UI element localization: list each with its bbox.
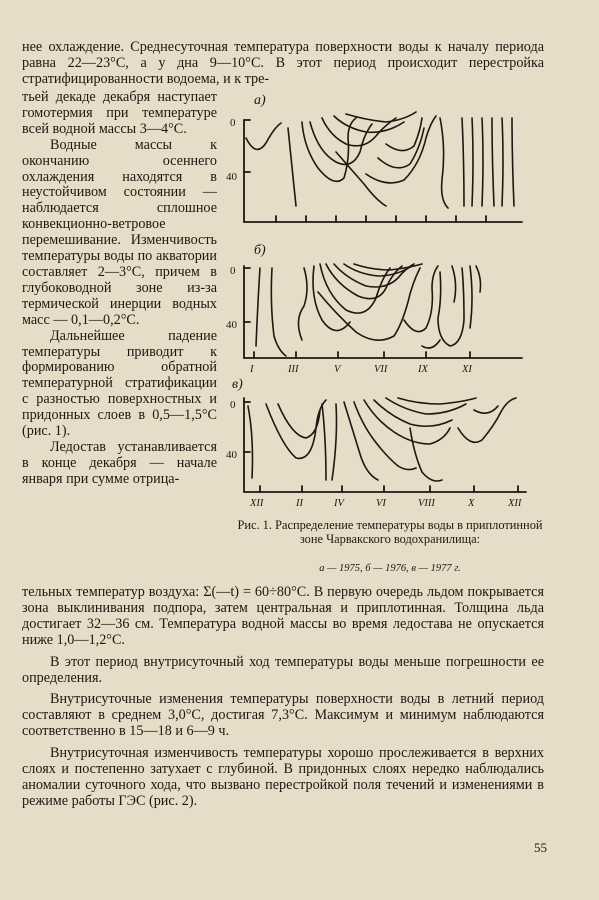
panel-c-month-4: VI [376, 498, 386, 509]
panel-b-month-3: V [334, 364, 341, 375]
lower-paragraph-2: В этот период внутрисуточный ход температуры воды меньше погрешности ее определения. [22, 653, 544, 686]
left-paragraph-1: тьей декаде декабря наступает гомотермия при температуре всей водной массы 3—4°С. [22, 89, 217, 137]
lower-paragraph-3: Внутрисуточные изменения температуры поверхности воды в летний период составляют в среднем 3,0°С, достигая 7,3°С. Максимум и минимум наблюдаются соответственно в 15—18 и 6—9 ч. [22, 691, 544, 740]
left-paragraph-4: Ледостав устанавливается в конце декабря — начале января при сумме отрица- [22, 438, 217, 487]
panel-b-isotherms [256, 264, 481, 356]
panel-b-month-1: I [250, 364, 254, 375]
lower-paragraph-1: тельных температур воздуха: Σ(—t) = 60÷80°С. В первую очередь льдом покрывается зона выклинивания подпора, затем центральная и приплотинная. Толщина льда достигает 32—36 см. Температура водной массы во время ледостава не опускается ниже 1,0—1,2°С. [22, 584, 544, 648]
figure-caption: Рис. 1. Распределение температуры воды в приплотинной зоне Чарвакского водохранилища: [237, 518, 543, 546]
panel-c-tick-0: 0 [230, 399, 236, 411]
panel-a-tick-40: 40 [226, 171, 237, 183]
left-paragraph-2: Водные массы к окончанию осеннего охлаждения находятся в неустойчивом состоянии — наблюдается сплошное конвекционно-ветровое перемешивание. Изменчивость температуры воды по акватории составляет 2—3°С, причем в глубоководной зоне из-за термической инерции водных масс — 0,1—0,2°С. [22, 136, 217, 328]
intro-paragraph: нее охлаждение. Среднесуточная температура поверхности воды к началу периода равна 22—23°С, а у дна 9—10°С. В этот период происходит перестройка стратифицированности водоема, и к тре- [22, 39, 544, 87]
panel-b-month-2: III [288, 364, 299, 375]
figure-legend: а — 1975, б — 1976, в — 1977 г. [319, 563, 461, 574]
panel-c-month-1: XII [250, 498, 264, 509]
panel-b-month-5: IX [418, 364, 428, 375]
panel-c-month-5: VIII [418, 498, 435, 509]
panel-c-month-labels [249, 498, 522, 509]
panel-b-month-6: XI [462, 364, 472, 375]
panel-c-month-3: IV [334, 498, 344, 509]
panel-c-label: в) [232, 377, 243, 392]
panel-a-label: а) [254, 93, 266, 108]
panel-c-tick-40: 40 [226, 449, 237, 461]
panel-c-month-6: X [468, 498, 475, 509]
panel-b-month-labels [249, 364, 472, 375]
left-column [22, 90, 217, 488]
left-paragraph-3: Дальнейшее падение температуры приводит к формированию обратной температурной стратификации с разностью поверхностных и придонных слоев в 0,5—1,5°С (рис. 1). [22, 327, 217, 440]
panel-c-month-2: II [296, 498, 303, 509]
panel-a-tick-0: 0 [230, 117, 236, 129]
isotherm-diagram [226, 88, 546, 588]
panel-c-isotherms [248, 398, 516, 481]
panel-a-isotherms [246, 112, 514, 208]
panel-b-label: б) [254, 243, 266, 258]
panel-b-month-4: VII [374, 364, 388, 375]
lower-text [22, 585, 544, 810]
page-number: 55 [534, 840, 547, 855]
panel-a-axes [244, 120, 522, 222]
figure-1 [226, 88, 546, 588]
panel-b-tick-0: 0 [230, 265, 236, 277]
panel-c-month-7: XII [508, 498, 522, 509]
panel-b-tick-40: 40 [226, 319, 237, 331]
lower-paragraph-4: Внутрисуточная изменчивость температуры хорошо прослеживается в верхних слоях и постепенно затухает с глубиной. В придонных слоях нередко наблюдались аномалии суточного хода, что вызвано перестройкой поля течений и изменениями в режиме работы ГЭС (рис. 2). [22, 745, 544, 809]
